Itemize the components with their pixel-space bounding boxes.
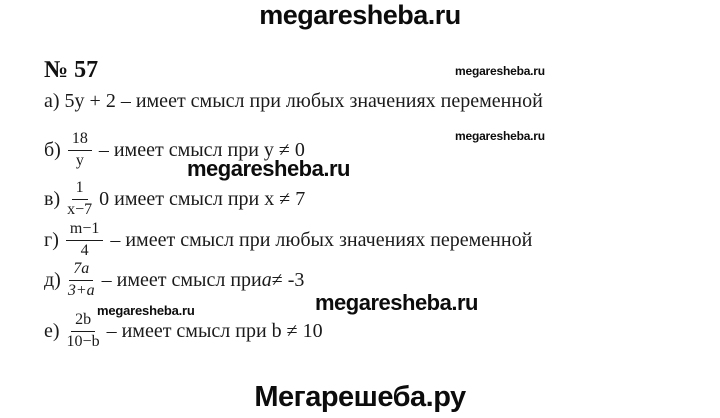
fraction bbox=[67, 311, 100, 351]
watermark-bold-2: megaresheba.ru bbox=[315, 290, 478, 315]
watermark-small-3: megaresheba.ru bbox=[97, 303, 195, 318]
item-label: г) bbox=[44, 228, 59, 251]
exercise-line-e bbox=[44, 308, 323, 354]
fraction-numerator: 7a bbox=[69, 260, 93, 280]
item-text: 0 имеет смысл при x ≠ 7 bbox=[99, 187, 306, 210]
item-label: б) bbox=[44, 138, 61, 161]
fraction-denominator: x−7 bbox=[67, 200, 93, 218]
item-text: – имеет смысл при любых значениях переменной bbox=[110, 228, 533, 251]
item-variable: a bbox=[261, 268, 272, 291]
fraction-denominator: 10−b bbox=[66, 332, 100, 350]
item-label: а) bbox=[44, 89, 60, 112]
fraction bbox=[68, 260, 95, 300]
item-label: д) bbox=[44, 268, 61, 291]
watermark-bold-1: megaresheba.ru bbox=[187, 156, 350, 181]
item-text: – имеет смысл при b ≠ 10 bbox=[106, 319, 323, 342]
watermark-small-1: megaresheba.ru bbox=[455, 64, 545, 78]
watermark-small-2: megaresheba.ru bbox=[455, 129, 545, 143]
fraction-numerator: 18 bbox=[68, 130, 92, 150]
site-title-top: megaresheba.ru bbox=[259, 0, 461, 30]
item-text: 5y + 2 – имеет смысл при любых значениях переменной bbox=[64, 89, 543, 112]
site-title-bottom: Мегарешеба.ру bbox=[254, 381, 466, 413]
item-text: – имеет смысл при y ≠ 0 bbox=[98, 138, 305, 161]
item-label: в) bbox=[44, 187, 61, 210]
item-label: е) bbox=[44, 319, 60, 342]
exercise-number: № 57 bbox=[44, 57, 99, 83]
item-text-post: ≠ -3 bbox=[271, 268, 305, 291]
exercise-line-v bbox=[44, 176, 305, 222]
fraction-denominator: 4 bbox=[80, 241, 89, 259]
fraction bbox=[68, 130, 92, 170]
fraction-denominator: 3+a bbox=[67, 281, 95, 299]
fraction bbox=[66, 220, 103, 260]
fraction-denominator: y bbox=[75, 151, 84, 169]
fraction-numerator: 2b bbox=[71, 311, 95, 331]
exercise-line-a bbox=[44, 86, 543, 116]
fraction-numerator: 1 bbox=[72, 179, 88, 199]
fraction bbox=[67, 179, 92, 219]
item-text: – имеет смысл при bbox=[101, 268, 262, 291]
exercise-line-d bbox=[44, 257, 304, 303]
fraction-numerator: m−1 bbox=[66, 220, 103, 240]
